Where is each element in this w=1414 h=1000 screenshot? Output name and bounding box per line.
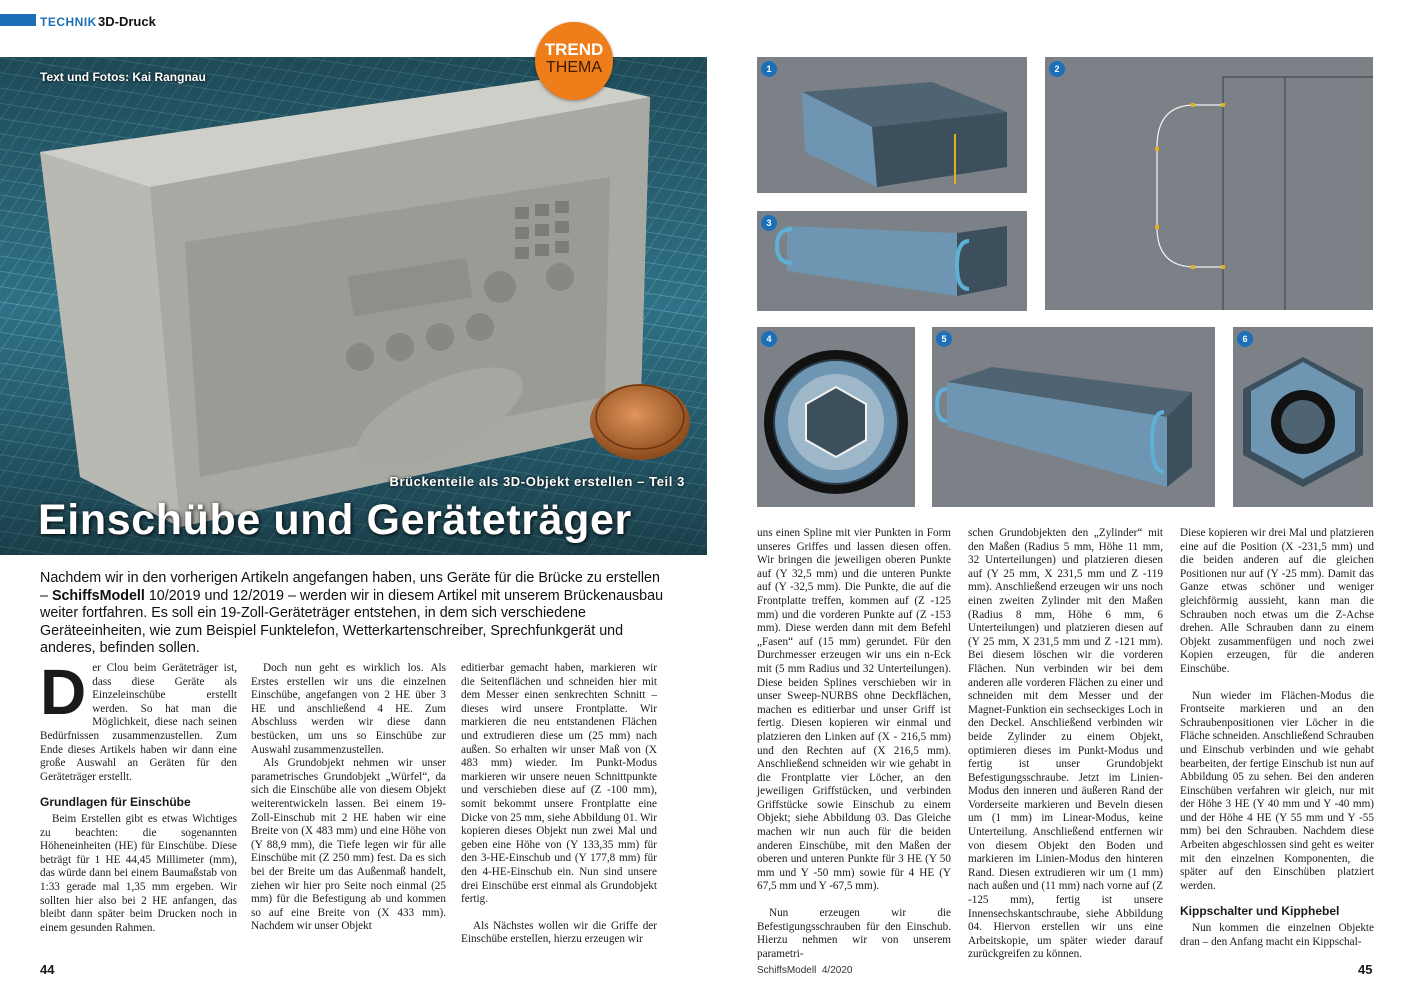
- text-column-2: [251, 662, 446, 934]
- paragraph: er Clou beim Geräteträger ist, dass diese Geräte als Einzeleinschübe erstellt werden. So hat man die Möglichkeit, diese nach seinen Bedürfnissen zusammenzustellen. Zum Ende dieses Artikels haben wir dann eine große Auswahl an Geräten für den Geräteträger erstellt.: [40, 662, 237, 783]
- paragraph: Beim Erstellen gibt es etwas Wichtiges zu beachten: die sogenannten Höheneinheiten (HE) für Einschübe. Diese beträgt für 1 HE 44,45 Millimeter (mm), das würde dann bei einem Baumaßstab von 1:33 gerade mal 1,35 mm ergeben. Wir sollten hier also bei 2 HE anfangen, das bleibt dann später beim Drucken noch in einem gesunden Rahmen.: [40, 812, 237, 934]
- trend-badge-line2: THEMA: [546, 59, 602, 76]
- figure-5: [932, 327, 1215, 507]
- paragraph: Nun wieder im Flächen-Modus die Frontseite markieren und an den Schraubenpositionen vier Löcher in die Fläche schneiden. Anschließend Schrauben und Einschub verbinden und wie gehabt bearbeiten, der fertige Einschub ist nun auf Abbildung 05 zu sehen. Bei den anderen Einschüben verfahren wir gleich, nur mit der Höhe 3 HE (Y 40 mm und Y -40 mm) und der Höhe 4 HE (Y 55 mm und Y -55 mm) bei den Schrauben. Nachdem diese Arbeiten abgeschlossen sind geht es weiter mit den einzelnen Komponenten, die später auf den Einschüben platziert werden.: [1180, 689, 1374, 892]
- article-kicker: Brückenteile als 3D-Objekt erstellen – Teil 3: [389, 474, 685, 489]
- figure-number: 1: [761, 61, 777, 77]
- text-column-4: [757, 527, 951, 961]
- text-column-3: [461, 662, 657, 947]
- text-column-1: [40, 656, 237, 935]
- lead-text-before: Nachdem wir in den vorherigen Artikeln angefangen haben, uns Geräte für die Brücke zu erstellen –: [40, 570, 660, 604]
- trend-badge: [535, 22, 613, 100]
- figure-1: [757, 57, 1027, 193]
- paragraph: Als Nächstes wollen wir die Griffe der Einschübe erstellen, hierzu erzeugen wir: [461, 919, 657, 946]
- figure-1-render: [757, 57, 1027, 193]
- figure-number: 4: [761, 331, 777, 347]
- paragraph: Diese kopieren wir drei Mal und platzieren eine auf die Position (X -231,5 mm) und die beiden anderen auf die gleichen Positionen nur auf (Y -25 mm). Damit das Ganze etwas schöner und weniger gleichförmig aussieht, kann man die Schrauben noch etwas um die Z-Achse drehen. Alle Schrauben dann zu einem Objekt zusammenfügen und noch zwei Kopien erzeugen, für die anderen Einschübe.: [1180, 527, 1374, 675]
- figure-6-render: [1233, 327, 1373, 507]
- paragraph: uns einen Spline mit vier Punkten in Form unseres Griffes und lassen diesen offen. Wir bringen die jeweiligen oberen Punkte auf (Y 32,5 mm) und die unteren Punkte auf (Y -32,5 mm). Die Punkte, die auf die Frontplatte treffen, kommen auf (Z -125 mm) und die vorderen Punkte auf (Z -153 mm). Diese werden dann mit dem Befehl „Fasen“ auf (15 mm) gerundet. Für den Durchmesser erzeugen wir uns ein n-Eck mit (5 mm Radius und 32 Unterteilungen). Diese beiden Splines verschieben wir in unser Sweep-NURBS ohne Deckflächen, machen es editierbar und unser Griff ist fertig. Diesen kopieren wir einmal und platzieren den Linken auf (X - 216,5 mm) und den Rechten auf (X 216,5 mm). Anschließend schneiden wir wie gehabt in die Frontplatte vier Löcher, an den jeweiligen Griffstücken, und verbinden Griffstücke sowie Einschub zu einem Objekt; siehe Abbildung 03. Das Gleiche machen wir nun auch für die beiden anderen Einschübe, mit den Maßen der oberen und unteren Punkte für 3 HE (Y 50 mm und Y -50 mm) sowie für 4 HE (Y 67,5 mm und Y -67,5 mm).: [757, 527, 951, 893]
- page-number-left: 44: [40, 962, 55, 977]
- section-label: TECHNIK: [40, 15, 97, 29]
- figure-number: 2: [1049, 61, 1065, 77]
- page-number-right: 45: [1358, 962, 1373, 977]
- lead-text-after: 10/2019 und 12/2019 – werden wir in diesem Artikel mit unserem Brückenausbau weiter fortfahren. Es soll ein 19-Zoll-Geräteträger entstehen, in dem sich verschiedene Geräteeinheiten, wie zum Beispiel Funktelefon, Wetterkartenschreiber, Sprechfunkgerät und anderes, befinden sollen.: [40, 587, 664, 656]
- figure-6: [1233, 327, 1373, 507]
- figure-2: [1045, 57, 1373, 310]
- paragraph: Nun erzeugen wir die Befestigungsschrauben für den Einschub. Hierzu nehmen wir von unserem parametri-: [757, 907, 951, 960]
- text-column-6: [1180, 527, 1374, 949]
- figure-5-render: [932, 327, 1215, 507]
- footer-magazine-name: SchiffsModell: [757, 965, 817, 976]
- figure-3-render: [757, 211, 1027, 311]
- subheading: Grundlagen für Einschübe: [40, 795, 191, 810]
- figure-4: [757, 327, 915, 507]
- trend-badge-line1: TREND: [544, 40, 604, 59]
- paragraph: Nun kommen die einzelnen Objekte dran – den Anfang macht ein Kippschal-: [1180, 922, 1374, 948]
- figure-4-render: [757, 327, 915, 507]
- article-headline: Einschübe und Geräteträger: [38, 496, 632, 544]
- topic-label: 3D-Druck: [98, 14, 156, 29]
- figure-number: 5: [936, 331, 952, 347]
- subheading: Kippschalter und Kipphebel: [1180, 904, 1340, 919]
- article-lead: [40, 570, 670, 658]
- footer-magazine: [757, 965, 852, 976]
- figure-number: 3: [761, 215, 777, 231]
- figure-2-render: [1045, 57, 1373, 310]
- lead-magazine-name: SchiffsModell: [51, 587, 145, 604]
- text-column-5: [968, 527, 1163, 962]
- paragraph: editierbar gemacht haben, markieren wir die Seitenflächen und schneiden hier mit dem Messer einen senkrechten Schnitt – dieses wird unsere Frontplatte. Wir markieren die neu entstandenen Flächen und extrudieren diese um (25 mm) nach außen. So erhalten wir unser Maß von (X 483 mm) wieder. Im Punkt-Modus markieren wir unsere neuen Schnittpunkte und verschieben diese auf (Z -100 mm), somit bekommt unsere Frontplatte eine Dicke von 25 mm, siehe Abbildung 01. Wir kopieren dieses Objekt nun zwei Mal und geben eine Höhe von (Y 133,35 mm) für den 3-HE-Einschub und (Y 177,8 mm) für den 4-HE-Einschub ein. Nun sind unsere drei Einschübe erst einmal als Grundobjekt fertig.: [461, 662, 657, 906]
- paragraph: schen Grundobjekten den „Zylinder“ mit den Maßen (Radius 5 mm, Höhe 11 mm, 32 Unterteilungen) und platzieren diesen auf (Y 25 mm, X 231,5 mm und Z -119 mm). Anschließend erzeugen wir uns noch einen zweiten Zylinder mit den Maßen (Radius 8 mm, Höhe 6 mm, 6 Unterteilungen) und platzieren diesen auf (Y 25 mm, X 231,5 mm und Z -121 mm). Bei diesem löschen wir die vorderen Flächen. Nun verbinden wir bei dem anderen alle vorderen Flächen zu einer und schneiden mit dem Messer und der Magnet-Funktion ein sechseckiges Loch in den Deckel. Anschließend verbinden wir beide Zylinder zu einem Objekt, optimieren dieses im Punkt-Modus und fertig ist unser Grundobjekt Befestigungsschraube. Jetzt im Linien-Modus den inneren und äußeren Rand der Vorderseite markieren und Beveln diesen um (1 mm) im Linear-Modus, keine Unterteilung. Anschließend entfernen wir von diesem Objekt den Boden und markieren im Linien-Modus den hinteren Rand. Diesen extrudieren wir um (1 mm) nach außen und (11 mm) nach vorne auf (Z -125 mm), fertig ist unsere Innensechskantschraube, siehe Abbildung 04. Hiervon erstellen wir uns eine Arbeitskopie, um später wieder darauf zurückgreifen zu können.: [968, 527, 1163, 961]
- paragraph: Doch nun geht es wirklich los. Als Erstes erstellen wir uns die einzelnen Einschübe, angefangen von 2 HE über 3 HE und anschließend 4 HE. Zum Abschluss werden wir diese dann bestücken, um uns so Einschübe zur Auswahl zusammenzustellen.: [251, 662, 446, 756]
- photo-credit: Text und Fotos: Kai Rangnau: [40, 70, 206, 84]
- figure-number: 6: [1237, 331, 1253, 347]
- figure-3: [757, 211, 1027, 311]
- magazine-logo-bar: [0, 14, 36, 26]
- footer-issue: 4/2020: [821, 965, 853, 976]
- drop-cap: D: [40, 656, 87, 728]
- paragraph: Als Grundobjekt nehmen wir unser parametrisches Grundobjekt „Würfel“, da sich die Einschübe alle von diesem Objekt weiterentwickeln lassen. Bei einem 19-Zoll-Einschub mit 2 HE haben wir eine Breite von (X 483 mm) und eine Höhe von (Y 88,9 mm), die Tiefe legen wir für alle Einschübe mit (Z 250 mm) fest. Da es sich bei der Breite um das Außenmaß handelt, ziehen wir hier pro Seite noch einmal (25 mm) für die Befestigung ab und kommen so auf eine Breite von (X 433 mm). Nachdem wir unser Objekt: [251, 757, 446, 933]
